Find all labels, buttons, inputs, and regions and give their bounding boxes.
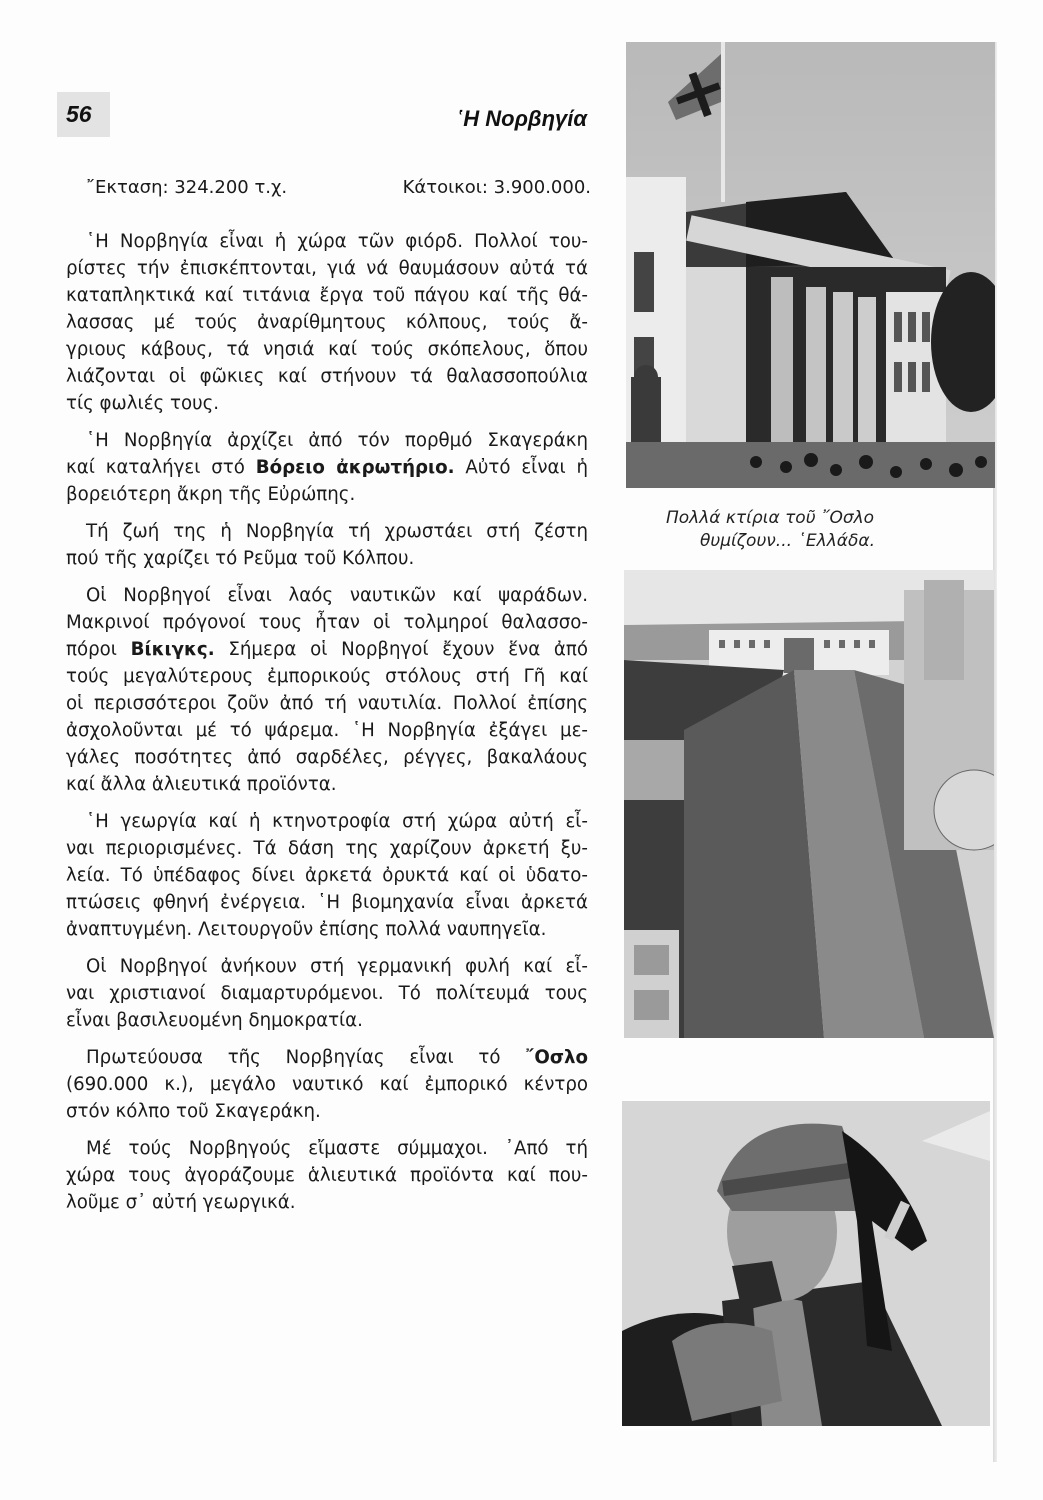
text-line: πόροι Βίκιγκς. Σήμερα οἱ Νορβηγοί ἔχουν ἕνα ἀπό	[66, 639, 588, 660]
text-line: γριους κάβους, τά νησιά καί τούς σκόπελους, ὅπου	[66, 339, 588, 360]
text-line: χώρα τους ἀγοράζουμε ἁλιευτικά προϊόντα καί που-	[66, 1165, 588, 1186]
running-title: ῾Η Νορβηγία	[455, 106, 587, 131]
paragraph	[66, 427, 588, 508]
text-line: Οἱ Νορβηγοί εἶναι λαός ναυτικῶν καί ψαράδων.	[86, 585, 588, 606]
text-line: ῾Η Νορβηγία ἀρχίζει ἀπό τόν πορθμό Σκαγεράκη	[86, 430, 588, 451]
paragraph	[66, 228, 588, 417]
building-image	[626, 42, 995, 488]
portrait-image	[622, 1101, 990, 1426]
photo-caption	[640, 507, 940, 553]
text-line: καί καταλήγει στό Βόρειο ἀκρωτήριο. Αὐτό εἶναι ἡ	[66, 457, 589, 478]
population-fact: Κάτοικοι: 3.900.000.	[402, 177, 591, 198]
text-line: λασσας μέ τούς ἀναρίθμητους κόλπους, τούς ἄ-	[66, 312, 588, 333]
text-line: ἀναπτυγμένη. Λειτουργοῦν ἐπίσης πολλά ναυπηγεῖα.	[66, 919, 547, 940]
caption-line-1: Πολλά κτίρια τοῦ ῎Οσλο	[666, 508, 875, 528]
paragraph	[66, 582, 588, 798]
photo-oslo-building	[626, 42, 995, 488]
caption-line-2: θυμίζουν... ῾Ελλάδα.	[700, 531, 875, 551]
text-line: λεία. Τό ὑπέδαφος δίνει ἀρκετά ὀρυκτά καί οἱ ὑδατο-	[66, 865, 588, 886]
text-line: τούς μεγαλύτερους ἐμπορικούς στόλους στή Γῆ καί	[66, 666, 588, 687]
article-body	[66, 228, 588, 1226]
photo-oslo-boulevard	[624, 570, 994, 1038]
photo-sami-portrait	[622, 1101, 990, 1426]
paragraph	[66, 808, 588, 943]
text-line: βορειότερη ἄκρη τῆς Εὐρώπης.	[66, 484, 356, 505]
bold-term: Βόρειο ἀκρωτήριο.	[255, 457, 455, 478]
paragraph	[66, 1044, 588, 1125]
country-facts	[86, 177, 591, 203]
area-fact: ῎Εκταση: 324.200 τ.χ.	[86, 177, 288, 198]
text-line: πού τῆς χαρίζει τό Ρεῦμα τοῦ Κόλπου.	[66, 548, 415, 569]
text-line: Πρωτεύουσα τῆς Νορβηγίας εἶναι τό ῎Οσλο	[86, 1047, 588, 1068]
bold-term: ῎Οσλο	[525, 1047, 588, 1068]
text-line: ναι περιορισμένες. Τά δάση της χαρίζουν ἀρκετή ξυ-	[66, 838, 588, 859]
text-line: Οἱ Νορβηγοί ἀνήκουν στή γερμανική φυλή καί εἶ-	[86, 956, 588, 977]
text-line: οἱ περισσότεροι ζοῦν ἀπό τή ναυτιλία. Πολλοί ἐπίσης	[66, 693, 588, 714]
text-line: εἶναι βασιλευομένη δημοκρατία.	[66, 1010, 363, 1031]
text-line: Μέ τούς Νορβηγούς εἴμαστε σύμμαχοι. ᾿Από τή	[86, 1138, 588, 1159]
text-line: (690.000 κ.), μεγάλο ναυτικό καί ἐμπορικό κέντρο	[66, 1074, 588, 1095]
paragraph	[66, 518, 588, 572]
paragraph	[66, 953, 588, 1034]
boulevard-image	[624, 570, 994, 1038]
text-line: λιάζονται οἱ φῶκιες καί στήνουν τά θαλασσοπούλια	[66, 366, 588, 387]
text-line: ἀσχολοῦνται μέ τό ψάρεμα. ῾Η Νορβηγία ἐξάγει με-	[66, 720, 588, 741]
text-line: Μακρινοί πρόγονοί τους ἦταν οἱ τολμηροί θαλασσο-	[66, 612, 588, 633]
text-line: ρίστες τήν ἐπισκέπτονται, γιά νά θαυμάσουν αὐτά τά	[66, 258, 588, 279]
text-line: τίς φωλιές τους.	[66, 393, 220, 414]
text-line: πτώσεις φθηνή ἐνέργεια. ῾Η βιομηχανία εἶναι ἀρκετά	[66, 892, 588, 913]
text-line: ῾Η Νορβηγία εἶναι ἡ χώρα τῶν φιόρδ. Πολλοί του-	[86, 231, 588, 252]
bold-term: Βίκιγκς.	[130, 639, 215, 660]
paragraph	[66, 1135, 588, 1216]
text-line: ῾Η γεωργία καί ἡ κτηνοτροφία στή χώρα αὐτή εἶ-	[86, 811, 588, 832]
text-line: λοῦμε σ᾿ αὐτή γεωργικά.	[66, 1192, 296, 1213]
text-line: Τή ζωή της ἡ Νορβηγία τή χρωστάει στή ζέστη	[86, 521, 588, 542]
page-number: 56	[66, 101, 92, 127]
text-line: ναι χριστιανοί διαμαρτυρόμενοι. Τό πολίτευμά τους	[66, 983, 588, 1004]
text-line: καί ἄλλα ἁλιευτικά προϊόντα.	[66, 774, 337, 795]
text-line: καταπληκτικά καί τιτάνια ἔργα τοῦ πάγου καί τῆς θά-	[66, 285, 588, 306]
text-line: γάλες ποσότητες ἀπό σαρδέλες, ρέγγες, βακαλάους	[66, 747, 588, 768]
text-line: στόν κόλπο τοῦ Σκαγεράκη.	[66, 1101, 321, 1122]
